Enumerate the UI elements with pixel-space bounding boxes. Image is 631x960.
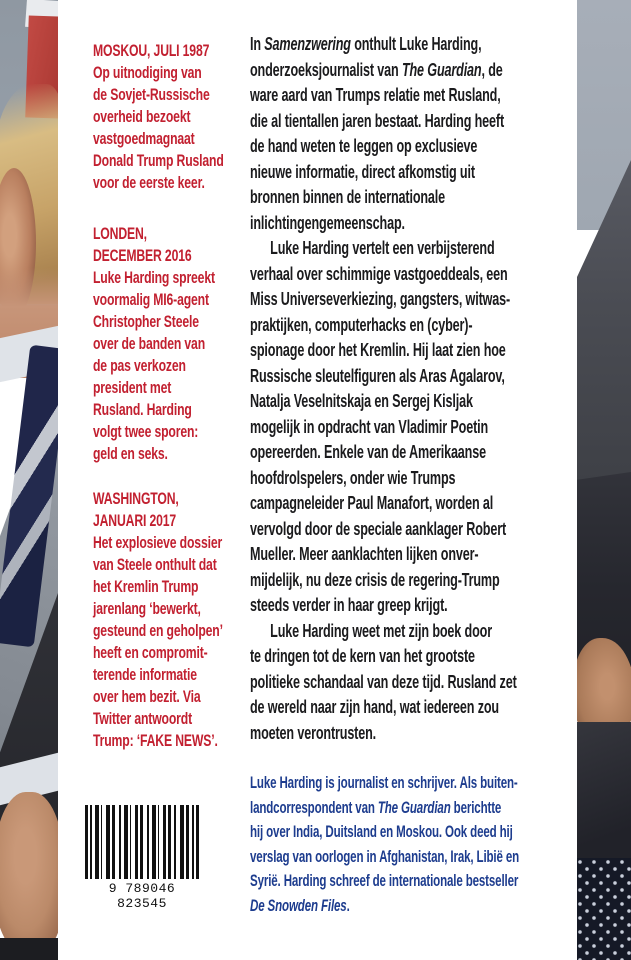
barcode [85,805,199,911]
timeline-heading: WASHINGTON, JANUARI 2017 [93,490,179,530]
barcode-number: 9 789046 823545 [85,879,199,911]
timeline-heading: LONDEN, DECEMBER 2016 [93,225,192,265]
timeline-body: Het explosieve dossier van Steele onthult dat het Kremlin Trump jarenlang ‘bewerkt, gesteund en geholpen’ heeft en compromit- terende informatie over hem bezit. Via Twitter antwoordt Trump: ‘FAKE NEWS’. [93,534,223,750]
blurb-text: In Samenzwering onthult Luke Harding, onderzoeksjournalist van The Guardian, de ware aard van Trumps relatie met Rusland, die al tientallen jaren bestaat. Harding heeft de hand weten te leggen op exclusieve nieuwe informatie, direct afkomstig uit bronnen binnen de internationale inlichtingengemeenschap. Luke Harding vertelt een verbijsterend verhaal over schimmige vastgoeddeals, een Miss Universeverkiezing, gangsters, witwas- praktijken, computerhacks en (cyber)- spionage door het Kremlin. Hij laat zien hoe Russische sleutelfiguren als Aras Agalarov, Natalja Veselnitskaja en Sergej Kisljak mogelijk in opdracht van Vladimir Poetin opereerden. Enkele van de Amerikaanse hoofdrolspelers, onder wie Trumps campagneleider Paul Manafort, worden al vervolgd door de speciale aanklager Robert Mueller. Meer aanklachten lijken onver- mijdelijk, nu deze crisis de regering-Trump steeds verder in haar greep krijgt. Luke Harding weet met zijn boek door te dringen tot de kern van het grootste politieke schandaal van deze tijd. Rusland zet de wereld naar zijn hand, wat iedereen zou moeten verontrusten. [250,34,517,743]
timeline-block-washington [93,488,248,752]
timeline-block-moskou [93,40,248,194]
timeline-body: Op uitnodiging van de Sovjet-Russische overheid bezoekt vastgoedmagnaat Donald Trump Rusland voor de eerste keer. [93,64,224,192]
timeline-block-londen [93,223,248,465]
author-bio: Luke Harding is journalist en schrijver. Als buiten- landcorrespondent van The Guardian berichtte hij over India, Duitsland en Moskou. Ook deed hij verslag van oorlogen in Afghanistan, Irak, Libië en Syrië. Harding schreef de internationale bestseller De Snowden Files. [250,774,520,915]
photo-strip-left [0,0,58,960]
timeline-body: Luke Harding spreekt voormalig MI6-agent Christopher Steele over de banden van de pas verkozen president met Rusland. Harding volgt twee sporen: geld en seks. [93,269,215,463]
barcode-bars [85,805,199,885]
dark-edge [0,938,58,960]
timeline-heading: MOSKOU, JULI 1987 [93,42,210,60]
hand [0,792,58,952]
